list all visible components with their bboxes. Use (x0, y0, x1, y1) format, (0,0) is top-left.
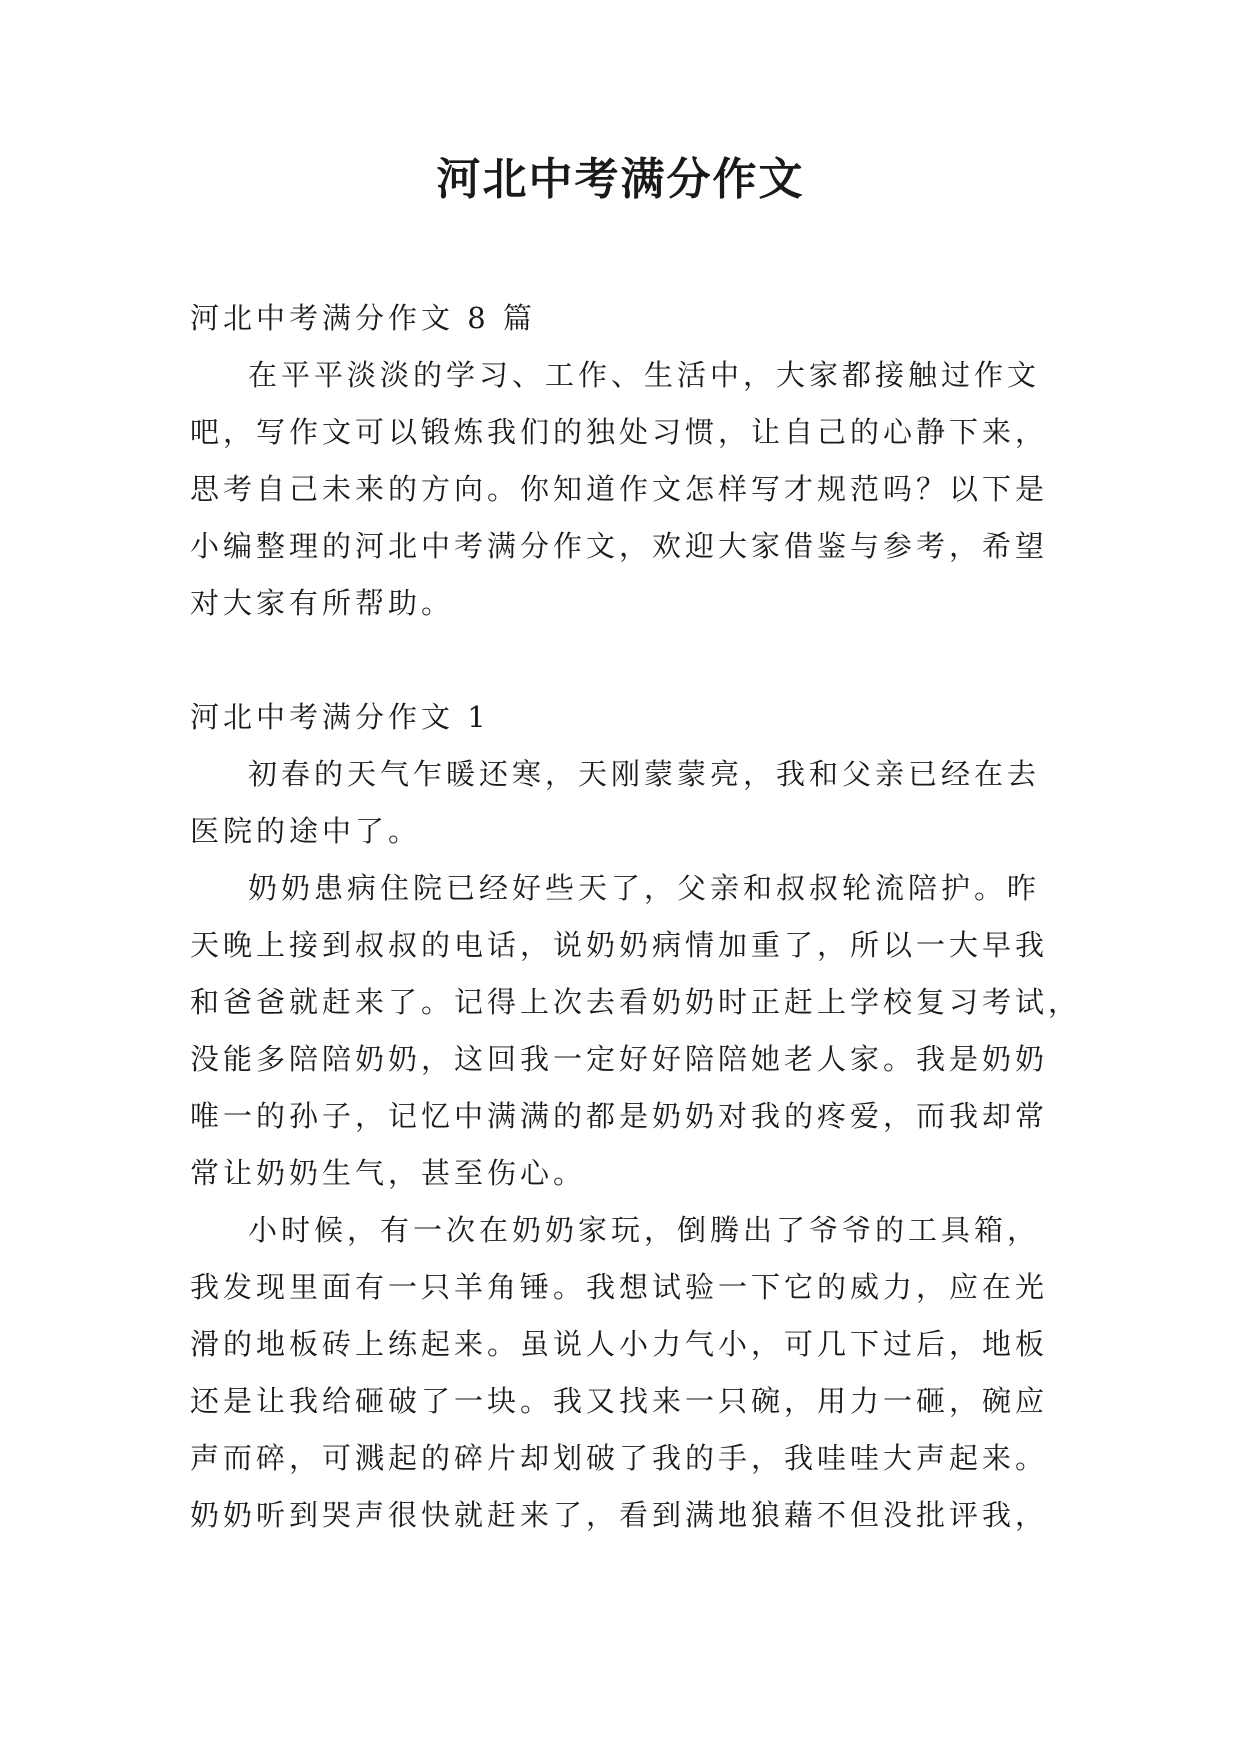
document-subtitle: 河北中考满分作文 8 篇 (190, 301, 536, 335)
intro-line: 在平平淡淡的学习、工作、生活中，大家都接触过作文 (248, 358, 1041, 392)
paragraph-line: 常让奶奶生气，甚至伤心。 (190, 1156, 587, 1190)
intro-line: 对大家有所帮助。 (190, 586, 455, 620)
paragraph-line: 奶奶听到哭声很快就赶来了，看到满地狼藉不但没批评我， (190, 1498, 1049, 1532)
paragraph-line: 唯一的孙子，记忆中满满的都是奶奶对我的疼爱，而我却常 (190, 1099, 1049, 1133)
intro-paragraph (190, 347, 1050, 632)
spacer (190, 632, 1050, 689)
paragraph-line: 没能多陪陪奶奶，这回我一定好好陪陪她老人家。我是奶奶 (190, 1042, 1049, 1076)
section-heading: 河北中考满分作文 1 (190, 700, 490, 734)
intro-line: 思考自己未来的方向。你知道作文怎样写才规范吗？以下是 (190, 472, 1049, 506)
paragraph-line: 和爸爸就赶来了。记得上次去看奶奶时正赶上学校复习考试， (190, 985, 1082, 1019)
intro-line: 小编整理的河北中考满分作文，欢迎大家借鉴与参考，希望 (190, 529, 1049, 563)
paragraph-line: 还是让我给砸破了一块。我又找来一只碗，用力一砸，碗应 (190, 1384, 1049, 1418)
paragraph-line: 小时候，有一次在奶奶家玩，倒腾出了爷爷的工具箱， (248, 1213, 1041, 1247)
paragraph-line: 初春的天气乍暖还寒，天刚蒙蒙亮，我和父亲已经在去 (248, 757, 1041, 791)
paragraph-line: 滑的地板砖上练起来。虽说人小力气小，可几下过后，地板 (190, 1327, 1049, 1361)
intro-line: 吧，写作文可以锻炼我们的独处习惯，让自己的心静下来， (190, 415, 1049, 449)
paragraph-line: 天晚上接到叔叔的电话，说奶奶病情加重了，所以一大早我 (190, 928, 1049, 962)
paragraph-line: 医院的途中了。 (190, 814, 422, 848)
body-paragraph-3 (190, 1202, 1050, 1544)
document-title: 河北中考满分作文 (436, 154, 805, 205)
paragraph-line: 奶奶患病住院已经好些天了，父亲和叔叔轮流陪护。昨 (248, 871, 1041, 905)
body-paragraph-2 (190, 860, 1082, 1202)
body-paragraph-1 (190, 746, 1050, 860)
document-body (190, 290, 1082, 1544)
paragraph-line: 声而碎，可溅起的碎片却划破了我的手，我哇哇大声起来。 (190, 1441, 1049, 1475)
paragraph-line: 我发现里面有一只羊角锤。我想试验一下它的威力，应在光 (190, 1270, 1049, 1304)
